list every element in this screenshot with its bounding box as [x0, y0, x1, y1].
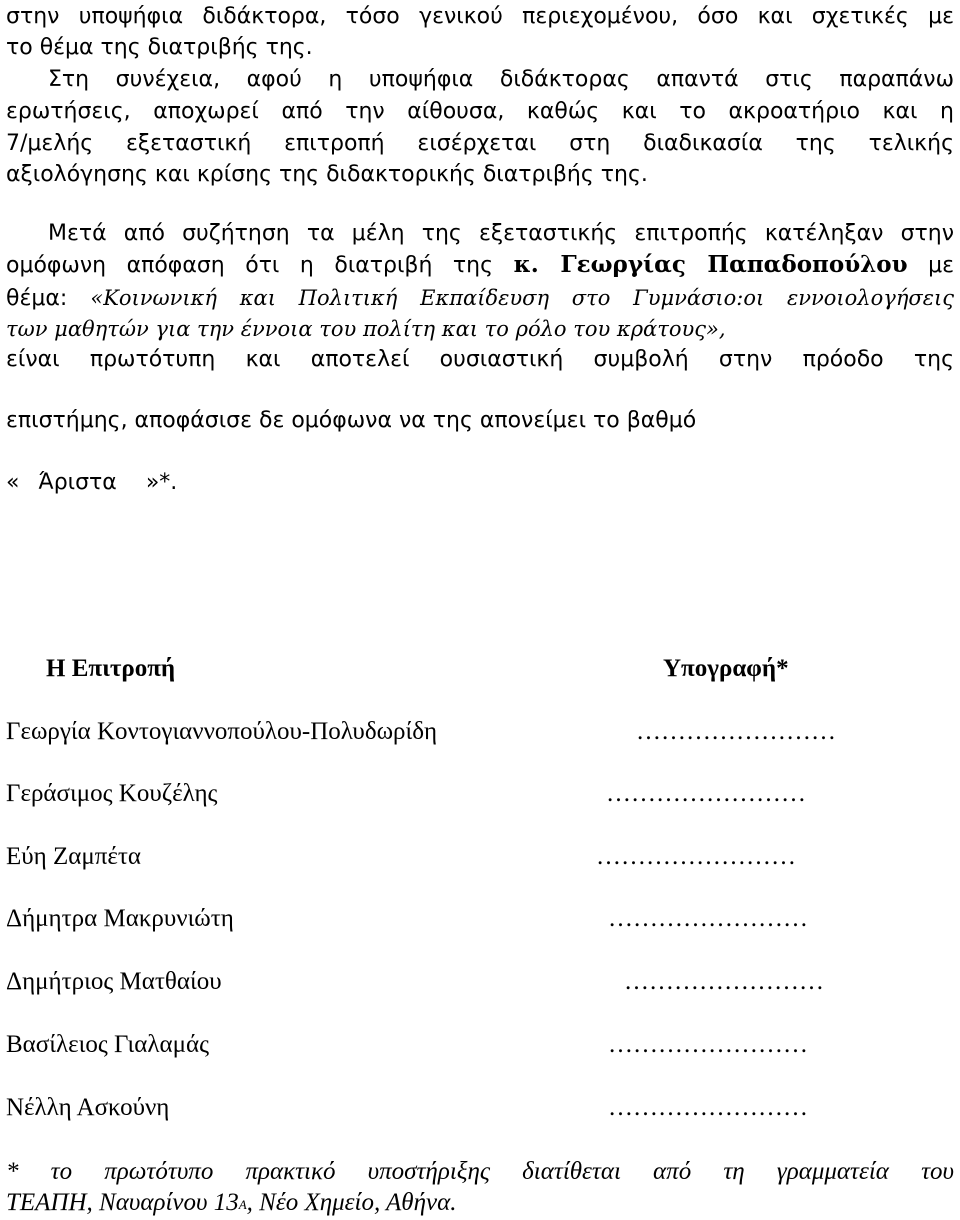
- paragraph2-line3: 7/μελής εξεταστική επιτροπή εισέρχεται στη διαδικασία της τελικής: [6, 131, 954, 156]
- thesis-title-part1: «Κοινωνική και Πολιτική Εκπαίδευση στο Γυμνάσιο:οι εννοιολογήσεις: [90, 286, 954, 310]
- signature-line: ……………………: [636, 718, 836, 745]
- grade-open-quote: «: [6, 470, 20, 495]
- footnote-superscript: Α: [238, 1197, 247, 1212]
- member-name: Εύη Ζαμπέτα: [6, 843, 142, 870]
- footnote-line2: [6, 1186, 954, 1219]
- paragraph2-line2: ερωτήσεις, αποχωρεί από την αίθουσα, καθώς και το ακροατήριο και η: [6, 99, 954, 124]
- member-name: Γεράσιμος Κουζέλης: [6, 780, 218, 807]
- signature-line: ……………………: [608, 905, 808, 932]
- member-name: Δήμητρα Μακρυνιώτη: [6, 905, 234, 932]
- paragraph3-line5: είναι πρωτότυπη και αποτελεί ουσιαστική συμβολή στην πρόοδο της: [6, 347, 954, 372]
- paragraph1-line2: το θέμα της διατριβής της.: [6, 35, 313, 60]
- signature-heading: Υπογραφή*: [663, 655, 789, 682]
- decision-text-end: με: [928, 253, 955, 278]
- signature-line: ……………………: [596, 843, 796, 870]
- signature-line: ……………………: [608, 1094, 808, 1121]
- signature-line: ……………………: [608, 1031, 808, 1058]
- thesis-title-part2: των μαθητών για την έννοια του πολίτη και το ρόλο του κράτους»,: [6, 317, 726, 341]
- footnote-address-end: , Νέο Χημείο, Αθήνα.: [246, 1189, 457, 1216]
- paragraph3-line1: Μετά από συζήτηση τα μέλη της εξεταστικής επιτροπής κατέληξαν στην: [48, 221, 954, 246]
- member-name: Νέλλη Ασκούνη: [6, 1094, 170, 1121]
- decision-text: ομόφωνη απόφαση ότι η διατριβή της: [6, 253, 494, 278]
- member-name: Γεωργία Κοντογιαννοπούλου-Πολυδωρίδη: [6, 718, 438, 745]
- grade-value: Άριστα: [38, 470, 117, 495]
- member-name: Βασίλειος Γιαλαμάς: [6, 1031, 209, 1058]
- grade-close-quote: »*.: [145, 470, 178, 495]
- candidate-name: κ. Γεωργίας Παπαδοπούλου: [513, 251, 908, 278]
- footnote-line1: * το πρωτότυπο πρακτικό υποστήριξης διατίθεται από τη γραμματεία του: [6, 1158, 954, 1185]
- paragraph1-line1: στην υποψήφια διδάκτορα, τόσο γενικού περιεχομένου, όσο και σχετικές με: [6, 4, 954, 29]
- subject-label: θέμα:: [6, 286, 68, 311]
- paragraph3-line6: επιστήμης, αποφάσισε δε ομόφωνα να της απονείμει το βαθμό: [6, 408, 697, 433]
- paragraph3-line3: [6, 283, 954, 314]
- committee-heading: Η Επιτροπή: [46, 655, 176, 682]
- paragraph2-line1: Στη συνέχεια, αφού η υποψήφια διδάκτορας απαντά στις παραπάνω: [48, 67, 954, 92]
- paragraph3-line2: [6, 250, 954, 281]
- member-name: Δημήτριος Ματθαίου: [6, 968, 222, 995]
- footnote-address: ΤΕΑΠΗ, Ναυαρίνου 13: [6, 1189, 239, 1216]
- grade-line: [6, 468, 954, 498]
- signature-line: ……………………: [606, 780, 806, 807]
- signature-line: ……………………: [624, 968, 824, 995]
- paragraph2-line4: αξιολόγησης και κρίσης της διδακτορικής διατριβής της.: [6, 162, 648, 187]
